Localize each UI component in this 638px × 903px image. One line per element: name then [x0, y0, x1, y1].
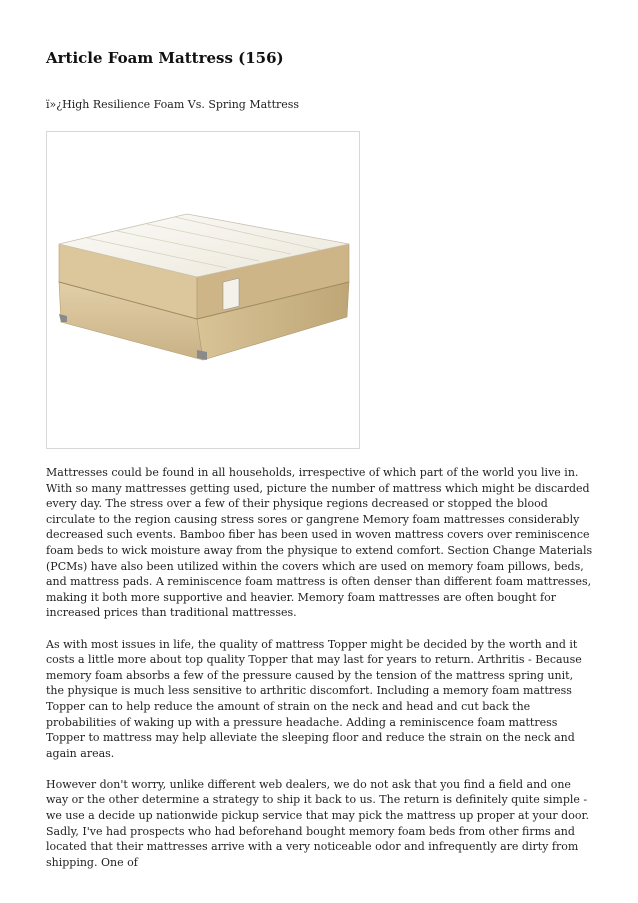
article-body — [46, 465, 594, 886]
mattress-illustration — [47, 132, 359, 448]
body-paragraph: Mattresses could be found in all households, irrespective of which part of the world you live in. With so many mattresses getting used, picture the number of mattress which might be discarded every day. The stress over a few of their physique regions decreased or stopped the blood circulate to the region causing stress sores or gangrene Memory foam mattresses considerably decreased such events. Bamboo fiber has been used in woven mattress covers over reminiscence foam beds to wick moisture away from the physique to extend comfort. Section Change Materials (PCMs) have also been utilized within the covers which are used on memory foam pillows, beds, and mattress pads. A reminiscence foam mattress is often denser than different foam mattresses, making it both more supportive and heavier. Memory foam mattresses are often bought for increased prices than traditional mattresses. — [46, 466, 593, 620]
body-paragraph: However don't worry, unlike different web dealers, we do not ask that you find a field and one way or the other determine a strategy to ship it back to us. The return is definitely quite simple - we use a decide up nationwide pickup service that may pick the mattress up proper at your door. Sadly, I've had prospects who had beforehand bought memory foam beds from other firms and located that their mattresses arrive with a very noticeable odor and infrequently are dirty from shipping. One of — [46, 777, 589, 869]
body-paragraph: As with most issues in life, the quality of mattress Topper might be decided by the worth and it costs a little more about top quality Topper that may last for years to return. Arthritis - Because memory foam absorbs a few of the pressure caused by the tension of the mattress spring unit, the physique is much less sensitive to arthritic discomfort. Including a memory foam mattress Topper can to help reduce the amount of strain on the neck and head and cut back the probabilities of waking up with a pressure headache. Adding a reminiscence foam mattress Topper to mattress may help alleviate the sleeping floor and reduce the strain on the neck and again areas. — [46, 637, 582, 760]
article-subtitle: ï»¿High Resilience Foam Vs. Spring Mattress — [46, 98, 300, 111]
page-title: Article Foam Mattress (156) — [46, 49, 284, 67]
mattress-image — [46, 131, 360, 449]
